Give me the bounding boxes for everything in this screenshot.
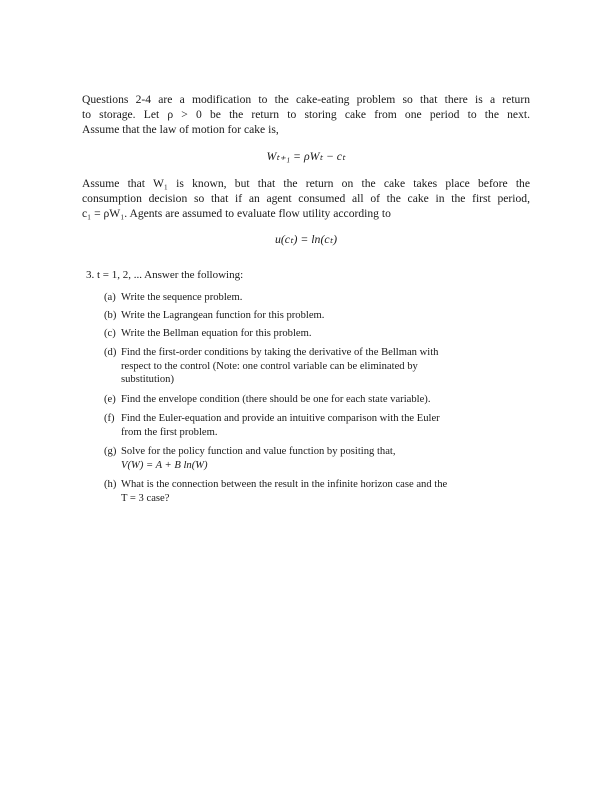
law-of-motion-equation: Wₜ₊₁ = ρWₜ − cₜ <box>266 149 346 163</box>
middle-line-3: c₁ = ρW₁. Agents are assumed to evaluate flow utility according to <box>82 207 391 220</box>
item-label: (g) <box>104 446 117 457</box>
question-item-d <box>104 346 524 387</box>
question-item-g <box>104 445 524 472</box>
item-text: Find the envelope condition (there should be one for each state variable). <box>121 394 431 405</box>
item-label: (c) <box>104 328 116 339</box>
question-item-f <box>104 412 524 439</box>
item-label: (f) <box>104 413 115 424</box>
question-item-b <box>104 309 524 323</box>
item-text: Write the sequence problem. <box>121 292 243 303</box>
item-text-continued: V(W) = A + B ln(W) <box>121 459 208 471</box>
question-item-h <box>104 478 524 505</box>
question-item-e <box>104 393 524 407</box>
item-text: Write the Bellman equation for this problem. <box>121 328 312 339</box>
item-text: Write the Lagrangean function for this problem. <box>121 310 325 321</box>
question-item-c <box>104 327 524 341</box>
item-text-continued: respect to the control (Note: one control variable can be eliminated by <box>121 360 418 372</box>
item-label: (a) <box>104 292 116 303</box>
intro-paragraph <box>82 92 530 137</box>
item-label: (h) <box>104 479 117 490</box>
item-label: (b) <box>104 310 117 321</box>
item-text-continued: T = 3 case? <box>121 492 170 504</box>
utility-equation: u(cₜ) = ln(cₜ) <box>274 232 338 246</box>
intro-line-1: Questions 2-4 are a modification to the cake-eating problem so that there is a return <box>82 93 530 106</box>
item-label: (e) <box>104 394 116 405</box>
item-text: Solve for the policy function and value function by positing that, <box>121 446 396 457</box>
item-text: What is the connection between the result in the infinite horizon case and the <box>121 479 448 490</box>
middle-line-2: consumption decision so that if an agent consumed all of the cake in the first period, <box>82 192 530 205</box>
item-label: (d) <box>104 347 117 358</box>
question-item-a <box>104 291 524 305</box>
middle-line-1: Assume that W₁ is known, but that the return on the cake takes place before the <box>82 177 530 190</box>
item-text-continued: from the first problem. <box>121 426 218 438</box>
middle-paragraph <box>82 176 530 221</box>
item-text: Find the first-order conditions by taking the derivative of the Bellman with <box>121 347 439 358</box>
item-text-continued: substitution) <box>121 374 174 385</box>
intro-line-3: Assume that the law of motion for cake is, <box>82 123 279 136</box>
intro-line-2: to storage. Let ρ > 0 be the return to storing cake from one period to the next. <box>82 108 530 121</box>
question-3-header: 3. t = 1, 2, ... Answer the following: <box>86 269 244 281</box>
item-text: Find the Euler-equation and provide an intuitive comparison with the Euler <box>121 413 440 424</box>
